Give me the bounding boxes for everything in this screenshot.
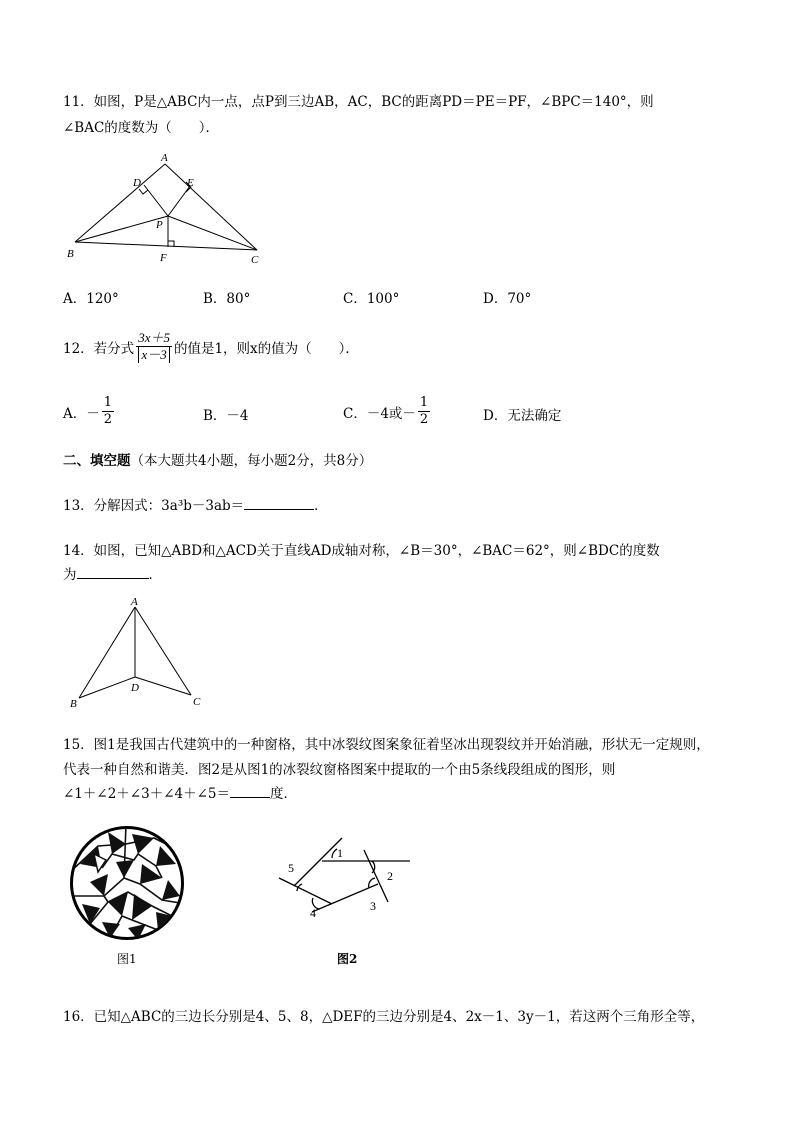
q11-option-d: D．70° — [483, 291, 532, 307]
q14-label-B: B — [70, 698, 77, 710]
q12-option-b: B．－4 — [203, 408, 249, 424]
q11-option-b: B．80° — [203, 291, 251, 307]
figure2-caption: 图2 — [337, 952, 358, 966]
q14-answer-blank[interactable] — [77, 577, 149, 579]
q12-stem — [63, 330, 359, 363]
angle-label-3: 3 — [370, 899, 376, 913]
q14-figure — [62, 595, 212, 710]
section-note: （本大题共4小题，每小题2分，共8分） — [130, 453, 373, 469]
q12-option-a-fraction — [102, 395, 114, 428]
q15-line3-text: ∠1＋∠2＋∠3＋∠4＋∠5＝ — [63, 786, 231, 802]
q11-option-c: C．100° — [343, 291, 400, 307]
q13-stem — [63, 494, 328, 514]
q12-option-d: D．无法确定 — [483, 408, 562, 424]
q12-fraction-denominator: x－3 — [138, 347, 169, 363]
q14-line1: 14．如图，已知△ABD和△ACD关于直线AD成轴对称，∠B＝30°，∠BAC＝62°，则∠BDC的度数 — [63, 543, 660, 559]
section-heading — [63, 449, 372, 469]
q12-option-a-den: 2 — [103, 412, 113, 427]
q12-fraction-numerator: 3x＋5 — [138, 330, 170, 345]
q11-triangle-figure — [60, 150, 280, 265]
q11-line1: 11．如图，P是△ABC内一点，点P到三边AB，AC，BC的距离PD＝PE＝PF，∠BPC＝140°，则 — [63, 94, 654, 110]
angle-label-5: 5 — [288, 861, 294, 875]
five-segment-figure — [272, 836, 417, 928]
q11-label-D: D — [133, 177, 141, 189]
q14-label-A: A — [131, 596, 138, 608]
q15-line3 — [63, 782, 297, 802]
q15-answer-blank[interactable] — [230, 796, 270, 798]
q12-option-a-num: 1 — [103, 395, 113, 410]
q11-label-F: F — [160, 252, 167, 264]
q11-label-E: E — [187, 177, 194, 189]
q11-option-a: A．120° — [63, 291, 119, 307]
q12-option-c-den: 2 — [419, 412, 429, 427]
q11-label-P: P — [156, 219, 163, 231]
q11-label-A: A — [161, 152, 168, 164]
q16-line1: 16．已知△ABC的三边长分别是4、5、8，△DEF的三边分别是4、2x－1、3y－1，若这两个三角形全等， — [63, 1009, 705, 1025]
ice-crack-window-figure — [68, 824, 186, 942]
q12-option-c-fraction — [418, 395, 430, 428]
q12-option-c — [343, 395, 432, 428]
q14-line2 — [63, 563, 162, 583]
q12-suffix: 的值是1，则x的值为（ ）． — [173, 340, 359, 357]
q14-line2-text: 为 — [63, 567, 77, 583]
q13-text: 13．分解因式：3a³b－3ab＝ — [63, 498, 245, 514]
q14-label-C: C — [193, 696, 201, 708]
section-title: 二、填空题 — [63, 453, 131, 469]
q11-line2: ∠BAC的度数为（ ）． — [63, 120, 220, 136]
q14-end: ． — [148, 567, 162, 583]
q14-label-D: D — [131, 682, 139, 694]
q13-end: ． — [314, 498, 328, 514]
q11-label-B: B — [67, 248, 74, 260]
q12-option-c-label: C．－4或－ — [343, 405, 416, 422]
angle-label-2: 2 — [387, 869, 393, 883]
q12-prefix: 12．若分式 — [63, 340, 135, 357]
q13-answer-blank[interactable] — [244, 508, 314, 510]
q12-option-a — [63, 395, 116, 428]
q12-option-a-label: A．－ — [63, 405, 100, 422]
q15-line1: 15．图1是我国古代建筑中的一种窗格，其中冰裂纹图案象征着坚冰出现裂纹并开始消融，形状无一定规则， — [63, 737, 710, 753]
q15-end: 度． — [270, 786, 298, 802]
q12-fraction — [136, 330, 172, 363]
q15-line2: 代表一种自然和谐美．图2是从图1的冰裂纹窗格图案中提取的一个由5条线段组成的图形，则 — [63, 762, 616, 778]
q11-label-C: C — [251, 254, 259, 265]
angle-label-1: 1 — [337, 846, 343, 860]
figure1-caption: 图1 — [117, 952, 137, 966]
q12-option-c-num: 1 — [419, 395, 429, 410]
angle-label-4: 4 — [310, 906, 316, 920]
